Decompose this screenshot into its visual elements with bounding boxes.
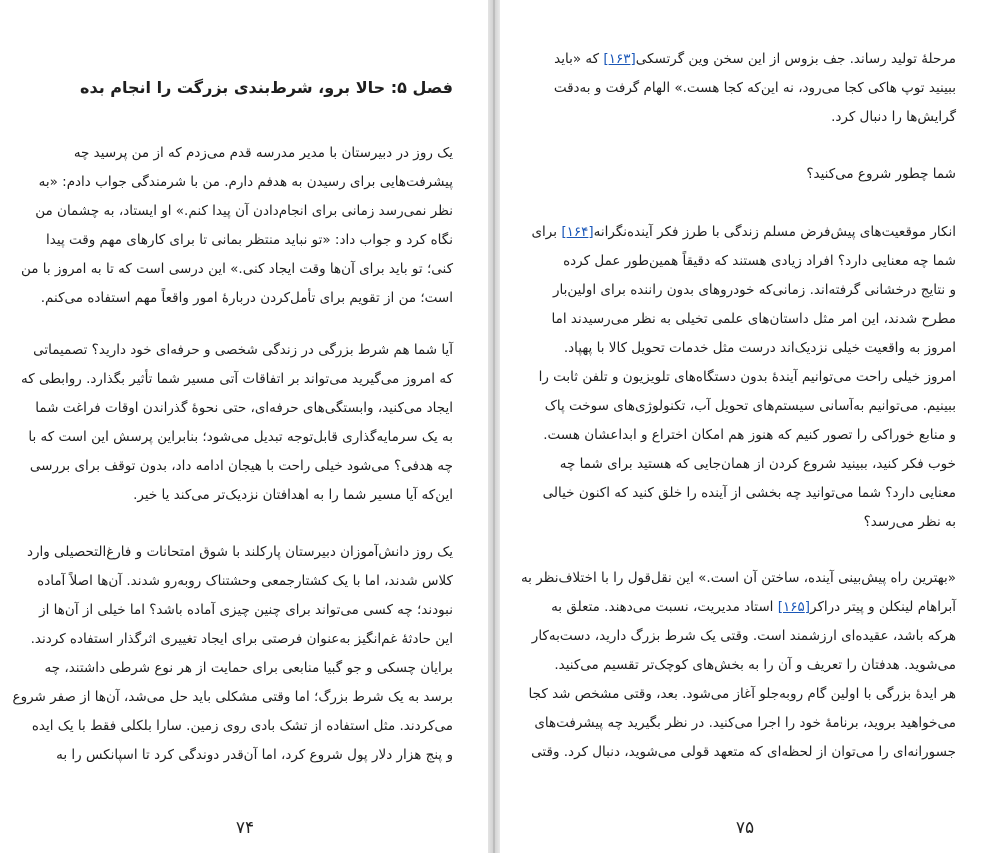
text-line: نگاه کرد و جواب داد: «تو نباید منتظر بمانی تا برای کارهای مهم وقت پیدا (46, 232, 453, 248)
line-text: شما چطور شروع می‌کنید؟ (806, 166, 956, 182)
text-line (531, 450, 956, 479)
footnote-link[interactable]: [۱۶۳] (603, 51, 636, 67)
line-text: آبراهام لینکلن و پیتر دراکر (810, 599, 956, 615)
line-text: و منابع خوراکی را تصور کنیم که هنوز هم امکان اختراع و ابداعشان هست. (543, 427, 956, 443)
left-page (0, 0, 488, 853)
text-line (531, 305, 956, 334)
book-spine (488, 0, 500, 853)
footnote-link[interactable]: [۱۶۵] (777, 599, 811, 615)
text-line: به یک سرمایه‌گذاری قابل‌توجه تبدیل می‌شود؛ بنابراین پرسش این است که با (28, 429, 453, 445)
text-line (531, 421, 956, 450)
line-text: گرایش‌ها را دنبال کرد. (831, 109, 956, 125)
line-text: می‌شوید. هدفتان را تعریف و آن را به بخش‌های کوچک‌تر تقسیم می‌کنید. (554, 657, 956, 673)
text-line: این حادثهٔ غم‌انگیز به‌عنوان فرصتی برای ایجاد تغییری اثرگذار استفاده کردند. (30, 631, 453, 647)
text-line (531, 247, 956, 276)
text-line: می‌کردند. مثل استفاده از تشک بادی روی زمین. سارا بلکلی فقط با یک ایده (31, 718, 453, 734)
paragraph (21, 139, 453, 313)
text-line: چه هدفی؟ می‌شود خیلی راحت با هیجان ادامه داد، بدون توقف برای بررسی (29, 458, 453, 474)
text-line (521, 622, 956, 651)
text-line: یک روز دانش‌آموزان دبیرستان پارکلند با شوق امتحانات و فارغ‌التحصیلی وارد (26, 544, 453, 560)
section-question (806, 160, 956, 189)
footnote-link[interactable]: [۱۶۴] (561, 224, 594, 240)
text-line (531, 508, 956, 537)
paragraph (21, 336, 453, 510)
line-text: برای (531, 224, 562, 240)
text-line (554, 74, 956, 103)
text-line: پیشرفت‌هایی برای رسیدن به هدفم دارم. من با شرمندگی جواب دادم: «به (38, 174, 453, 190)
text-line (521, 738, 956, 767)
text-line: نبودند؛ چه کسی می‌تواند برای چنین چیزی آماده باشد؟ اما خیلی از آن‌ها از (39, 602, 453, 618)
paragraph (521, 564, 956, 767)
text-line: که امروز می‌گیرید می‌تواند بر اتفاقات آتی مسیر شما تأثیر بگذارد. روابطی که (21, 371, 453, 387)
text-line (531, 363, 956, 392)
text-line (531, 276, 956, 305)
line-text: به نظر می‌رسد؟ (863, 514, 956, 530)
line-text: که «باید (554, 51, 604, 67)
line-text: جسورانه‌ای را می‌توان از لحظه‌ای که متعهد قولی می‌شوید، دنبال کرد. وقتی (531, 744, 956, 760)
text-line (531, 479, 956, 508)
text-line (521, 680, 956, 709)
line-text: مرحلهٔ تولید رساند. جف بزوس از این سخن وین گرتسکی (635, 51, 956, 67)
page-number: ۷۵ (735, 818, 755, 838)
text-line: کلاس شدند، اما با یک کشتارجمعی وحشتناک روبه‌رو شدند. آن‌ها اصلاً آماده (37, 573, 453, 589)
text-line: برسد به یک شرط بزرگ؛ اما وقتی مشکلی باید حل می‌شد، آن‌ها از صفر شروع (12, 689, 453, 705)
line-text: و نتایج درخشانی گرفته‌اند. زمانی‌که خودروهای بدون راننده برای اولین‌بار (552, 282, 956, 298)
text-line: برایان چسکی و جو گبیا منابعی برای حمایت از هر نوع شرطی داشتند، چه (44, 660, 453, 676)
line-text: امروز خیلی راحت می‌توانیم آیندهٔ بدون دستگاه‌های تلویزیون و تلفن ثابت را (538, 369, 956, 385)
text-line (554, 45, 956, 74)
paragraph (13, 538, 453, 770)
line-text: می‌خواهید بروید، برنامهٔ خود را اجرا می‌کنید. در نظر بگیرید چه پیشرفت‌های (534, 715, 956, 731)
text-line: یک روز در دبیرستان با مدیر مدرسه قدم می‌زدم که از من پرسید چه (73, 145, 453, 161)
text-line (531, 392, 956, 421)
paragraph (554, 45, 956, 132)
line-text: انکار موقعیت‌های پیش‌فرض مسلم زندگی با طرز فکر آینده‌نگرانه (593, 224, 956, 240)
line-text: استاد مدیریت، نسبت می‌دهند. متعلق به (551, 599, 778, 615)
line-text: ببینید توپ هاکی کجا می‌رود، نه این‌که کجا هست.» الهام گرفت و به‌دقت (553, 80, 956, 96)
text-line (554, 103, 956, 132)
text-line (531, 334, 956, 363)
line-text: مطرح شدند، این امر مثل داستان‌های علمی تخیلی به نظر می‌رسیدند اما (551, 311, 956, 327)
line-text: هر ایدهٔ بزرگی با اولین گام روبه‌جلو آغاز می‌شود. بعد، وقتی مشخص شد کجا (528, 686, 956, 702)
text-line: نظر نمی‌رسد زمانی برای انجام‌دادن آن پیدا کنم.» او ایستاد، به چشمان من (35, 203, 453, 219)
text-line (521, 564, 956, 593)
line-text: شما چه معنایی دارد؟ افراد زیادی هستند که دقیقاً همین‌طور عمل کرده (563, 253, 956, 269)
text-line: آیا شما هم شرط بزرگی در زندگی شخصی و حرفه‌ای خود دارید؟ تصمیماتی (33, 342, 453, 358)
text-line (521, 593, 956, 622)
line-text: معنایی دارد؟ شما می‌توانید چه بخشی از آینده را خلق کنید که اکنون خیالی (542, 485, 956, 501)
line-text: هرکه باشد، عقیده‌ای ارزشمند است. وقتی یک شرط بزرگ دارید، دست‌به‌کار (531, 628, 956, 644)
right-page (500, 0, 981, 853)
line-text: خوب فکر کنید، ببینید شروع کردن از همان‌جایی که هستید برای شما چه (559, 456, 956, 472)
text-line: است؛ من از تقویم برای تأمل‌کردن دربارهٔ امور واقعاً مهم استفاده می‌کنم. (40, 290, 453, 306)
text-line: و پنج هزار دلار پول شروع کرد، اما آن‌قدر دوندگی کرد تا اسپانکس را به (56, 747, 453, 763)
text-line (521, 651, 956, 680)
page-number: ۷۴ (235, 818, 255, 838)
text-line: ایجاد می‌کنید، وابستگی‌های حرفه‌ای، حتی نحوهٔ گذراندن اوقات فراغت شما (35, 400, 453, 416)
line-text: «بهترین راه پیش‌بینی آینده، ساختن آن است.» این نقل‌قول را با اختلاف‌نظر به (520, 570, 956, 586)
line-text: امروز به واقعیت خیلی نزدیک‌اند درست مثل خدمات تحویل کالا با پهپاد. (563, 340, 956, 356)
text-line: این‌که آیا مسیر شما را به اهدافتان نزدیک‌تر می‌کند یا خیر. (133, 487, 453, 503)
text-line (531, 218, 956, 247)
text-line (806, 160, 956, 189)
text-line (521, 709, 956, 738)
line-text: ببینیم. می‌توانیم به‌آسانی سیستم‌های تحویل آب، تکنولوژی‌های سوخت پاک (544, 398, 956, 414)
paragraph (531, 218, 956, 537)
chapter-title: فصل ۵: حالا برو، شرط‌بندی بزرگت را انجام بده (80, 78, 453, 97)
text-line: کنی؛ تو باید برای آن‌ها وقت ایجاد کنی.» این درسی است که تا به امروز با من (20, 261, 453, 277)
